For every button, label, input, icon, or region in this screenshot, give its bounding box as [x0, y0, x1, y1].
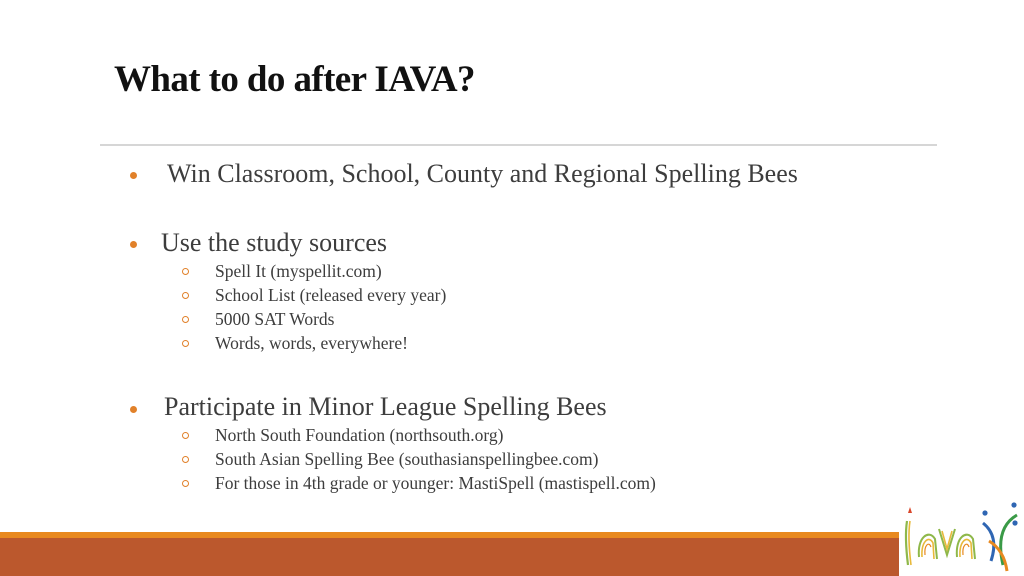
bullet-text-minor-league: Participate in Minor League Spelling Bees	[164, 392, 607, 421]
sub-item-mastispell: For those in 4th grade or younger: MastiSpell (mastispell.com)	[215, 473, 656, 493]
sub-item-south-asian: South Asian Spelling Bee (southasianspellingbee.com)	[215, 449, 599, 469]
title-divider	[100, 144, 937, 146]
sub-item-north-south: North South Foundation (northsouth.org)	[215, 425, 504, 445]
sub-item-words-everywhere: Words, words, everywhere!	[215, 333, 408, 353]
sub-bullet-circle-icon	[182, 456, 189, 463]
bullet-dot-icon	[130, 406, 137, 413]
slide-title: What to do after IAVA?	[114, 59, 475, 100]
sub-bullet-circle-icon	[182, 292, 189, 299]
bullet-text-study-sources: Use the study sources	[161, 228, 388, 257]
sub-item-school-list: School List (released every year)	[215, 285, 447, 305]
footer-band	[0, 538, 1024, 576]
iava-logo-icon	[899, 499, 1024, 576]
bullet-dot-icon	[130, 241, 137, 248]
sub-bullet-circle-icon	[182, 432, 189, 439]
sub-item-sat-words: 5000 SAT Words	[215, 309, 335, 329]
bullet-text-win-bees: Win Classroom, School, County and Regional Spelling Bees	[167, 159, 798, 188]
iava-logo	[899, 499, 1024, 576]
sub-bullet-circle-icon	[182, 340, 189, 347]
sub-bullet-circle-icon	[182, 316, 189, 323]
sub-bullet-circle-icon	[182, 480, 189, 487]
sub-item-spell-it: Spell It (myspellit.com)	[215, 261, 382, 281]
bullet-dot-icon	[130, 172, 137, 179]
sub-bullet-circle-icon	[182, 268, 189, 275]
